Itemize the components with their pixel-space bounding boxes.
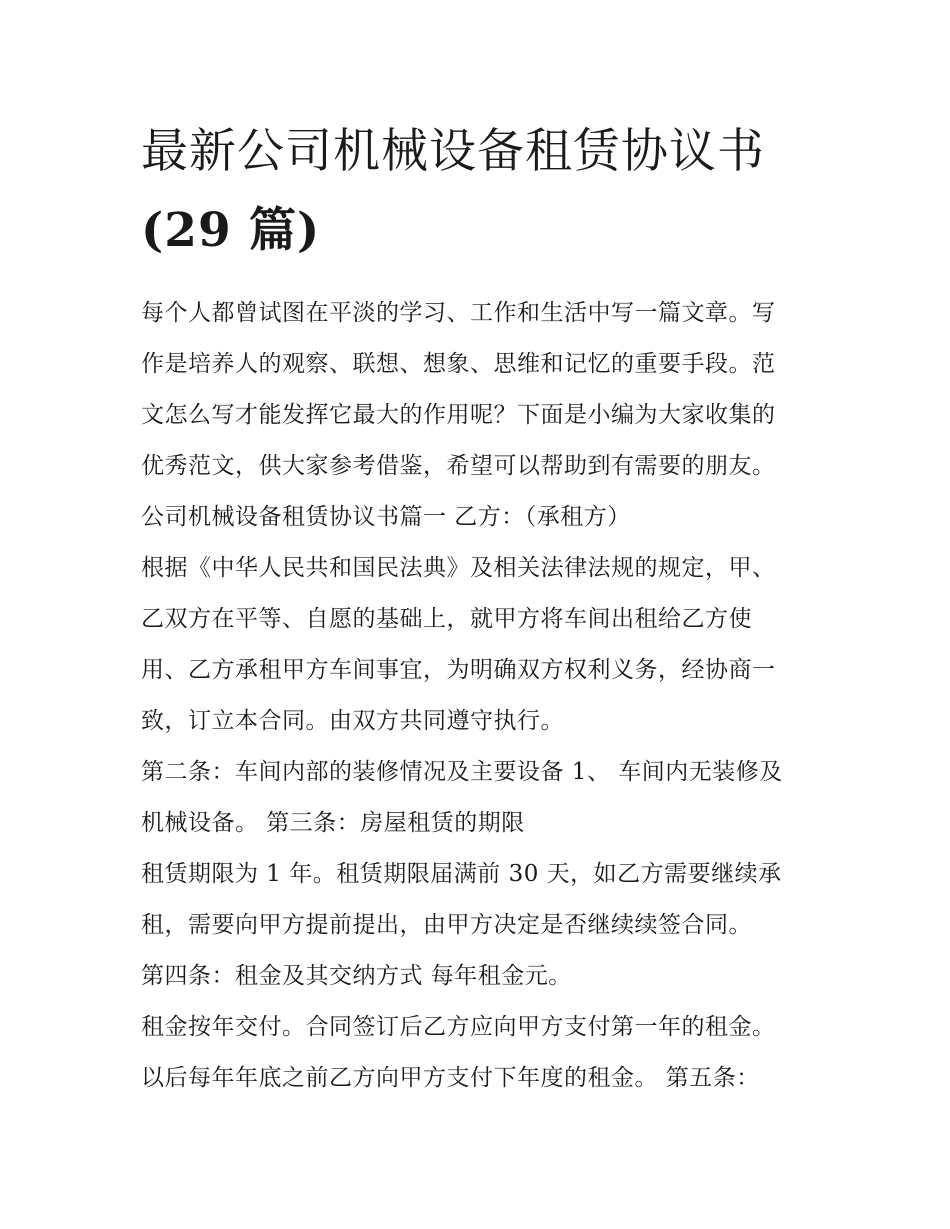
body-line-16: 以后每年年底之前乙方向甲方支付下年度的租金。 第五条：	[141, 1065, 760, 1091]
body-line-9: 致，订立本合同。由双方共同遵守执行。	[141, 708, 564, 734]
body-line-13: 租，需要向甲方提前提出，由甲方决定是否继续续签合同。	[141, 912, 752, 938]
body-line-2: 作是培养人的观察、联想、想象、思维和记忆的重要手段。范	[141, 351, 776, 377]
title-line-2: (29 篇)	[141, 203, 321, 258]
document-body	[141, 288, 813, 1104]
body-line-8: 用、乙方承租甲方车间事宜，为明确双方权利义务，经协商一	[141, 657, 776, 683]
document-page	[141, 112, 813, 1104]
body-line-11: 机械设备。 第三条：房屋租赁的期限	[141, 810, 525, 836]
body-line-10: 第二条：车间内部的装修情况及主要设备 1、 车间内无装修及	[141, 759, 783, 785]
document-title	[141, 112, 813, 270]
body-line-7: 乙双方在平等、自愿的基础上，就甲方将车间出租给乙方使	[141, 606, 752, 632]
body-line-14: 第四条：租金及其交纳方式 每年租金元。	[141, 963, 572, 989]
body-line-12: 租赁期限为 1 年。租赁期限届满前 30 天，如乙方需要继续承	[141, 861, 782, 887]
body-line-15: 租金按年交付。合同签订后乙方应向甲方支付第一年的租金。	[141, 1014, 776, 1040]
body-line-1: 每个人都曾试图在平淡的学习、工作和生活中写一篇文章。写	[141, 300, 776, 326]
body-line-3: 文怎么写才能发挥它最大的作用呢？下面是小编为大家收集的	[141, 402, 776, 428]
body-line-6: 根据《中华人民共和国民法典》及相关法律法规的规定，甲、	[141, 555, 776, 581]
body-line-4: 优秀范文，供大家参考借鉴，希望可以帮助到有需要的朋友。	[141, 453, 776, 479]
body-line-5: 公司机械设备租赁协议书篇一 乙方：（承租方）	[141, 504, 631, 530]
title-line-1: 最新公司机械设备租赁协议书	[141, 124, 765, 179]
